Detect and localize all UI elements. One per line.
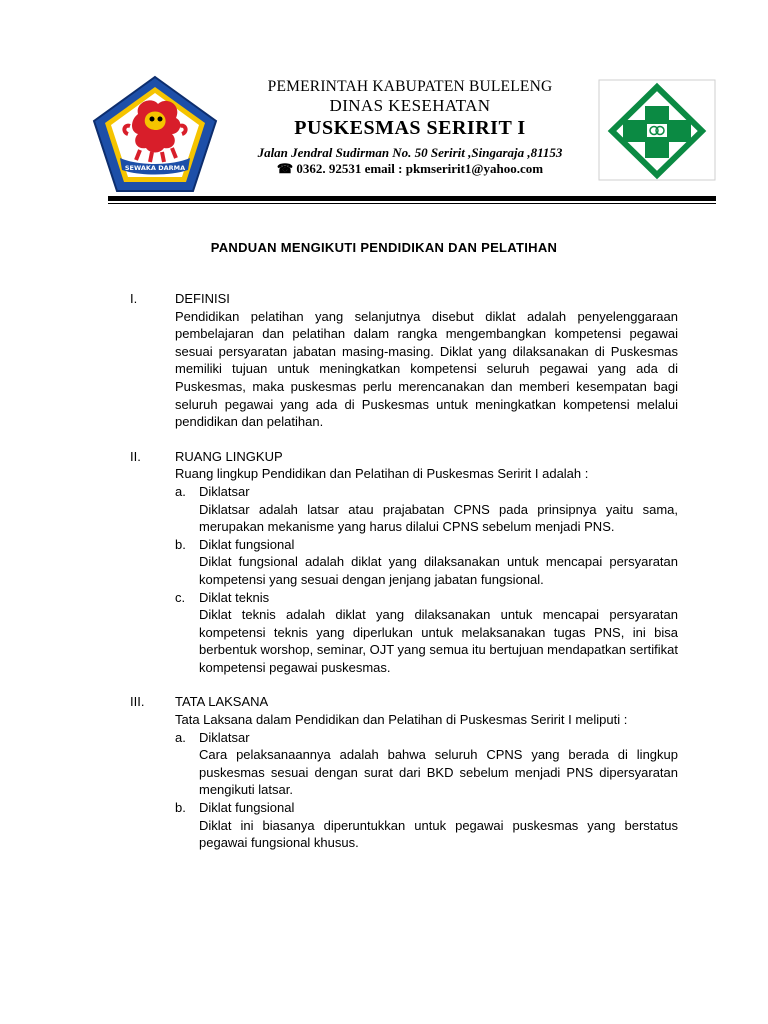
item-letter: b.: [175, 536, 186, 552]
puskesmas-cross-icon: [598, 79, 716, 181]
item-letter: b.: [175, 800, 186, 816]
header-divider-thin: [108, 203, 716, 204]
item-letter: c.: [175, 589, 186, 605]
section-number: III.: [130, 694, 145, 710]
list-item: [175, 536, 678, 589]
section-heading: DEFINISI: [175, 291, 230, 306]
institution-name: PUSKESMAS SERIRIT I: [294, 117, 526, 139]
item-text: Diklatsar adalah latsar atau prajabatan CPNS pada prinsipnya yaitu sama, merupakan mekanisme yang harus dilalui CPNS sebelum menjadi PNS.: [199, 501, 678, 535]
list-item: [175, 799, 678, 852]
document-content: [0, 290, 768, 869]
section-tata-laksana: [0, 693, 768, 851]
item-title: Diklat fungsional: [199, 536, 295, 552]
item-text: Diklat ini biasanya diperuntukkan untuk pegawai puskesmas yang berstatus pegawai fungsional khusus.: [199, 817, 678, 851]
item-letter: a.: [175, 729, 186, 745]
item-text: Diklat teknis adalah diklat yang dilaksanakan untuk mencapai persyaratan kompetensi teknis yang diperlukan untuk melaksanakan tugas PNS, ini bisa berbentuk worshop, seminar, OJT yang semua itu bertujuan mendapatkan sertifikat kompetensi pegawai puskesmas.: [199, 607, 678, 675]
letterhead-text: [210, 78, 610, 177]
item-text: Cara pelaksanaannya adalah bahwa seluruh CPNS yang berada di lingkup puskesmas sesuai dengan surat dari BKD sebelum menjadi PNS dipersyaratan mengikuti latsar.: [199, 747, 678, 798]
section-number: II.: [130, 448, 141, 464]
item-title: Diklatsar: [199, 729, 250, 745]
section-heading: RUANG LINGKUP: [175, 448, 283, 464]
item-title: Diklat fungsional: [199, 800, 295, 816]
item-title: Diklatsar: [199, 483, 250, 499]
header-divider-thick: [108, 196, 716, 201]
puskesmas-logo: [598, 79, 716, 181]
item-text: Diklat fungsional adalah diklat yang dilaksanakan untuk mencapai persyaratan kompetensi yang sesuai dengan jenjang jabatan fungsional.: [199, 554, 678, 587]
item-letter: a.: [175, 483, 186, 499]
item-title: Diklat teknis: [199, 589, 270, 605]
document-title: PANDUAN MENGIKUTI PENDIDIKAN DAN PELATIHAN: [210, 240, 558, 255]
section-definisi: [0, 290, 768, 431]
institution-contact: ☎ 0362. 92531 email : pkmseririt1@yahoo.com: [276, 161, 544, 176]
list-item: [175, 589, 678, 677]
section-intro: Ruang lingkup Pendidikan dan Pelatihan di Puskesmas Seririt I adalah :: [175, 466, 589, 482]
list-item: [175, 483, 678, 536]
institution-address: Jalan Jendral Sudirman No. 50 Seririt ,Singaraja ,81153: [257, 145, 563, 160]
section-intro: Tata Laksana dalam Pendidikan dan Pelatihan di Puskesmas Seririt I meliputi :: [175, 712, 628, 728]
section-paragraph: Pendidikan pelatihan yang selanjutnya disebut diklat adalah penyelenggaraan pembelajaran dan pelatihan dalam rangka mengembangkan kompetensi pegawai sesuai persyaratan jabatan masing-masing. Diklat yang dilaksanakan di Puskesmas memiliki tujuan untuk meningkatkan kompetensi seluruh pegawai yang ada di Puskesmas, maka puskesmas perlu merencanakan dan memberi kesempatan bagi seluruh pegawai yang ada di Puskesmas untuk meningkatkan kompetensi melalui pendidikan dan pelatihan.: [175, 308, 678, 430]
buleleng-emblem-logo: [90, 74, 220, 194]
emblem-icon: [90, 74, 220, 194]
section-heading: TATA LAKSANA: [175, 694, 269, 710]
list-item: [175, 729, 678, 799]
department-name: DINAS KESEHATAN: [329, 96, 491, 115]
section-number: I.: [130, 291, 138, 306]
emblem-motto: SEWAKA DARMA: [124, 164, 186, 172]
government-name: PEMERINTAH KABUPATEN BULELENG: [267, 78, 553, 95]
section-ruang-lingkup: [0, 448, 768, 677]
